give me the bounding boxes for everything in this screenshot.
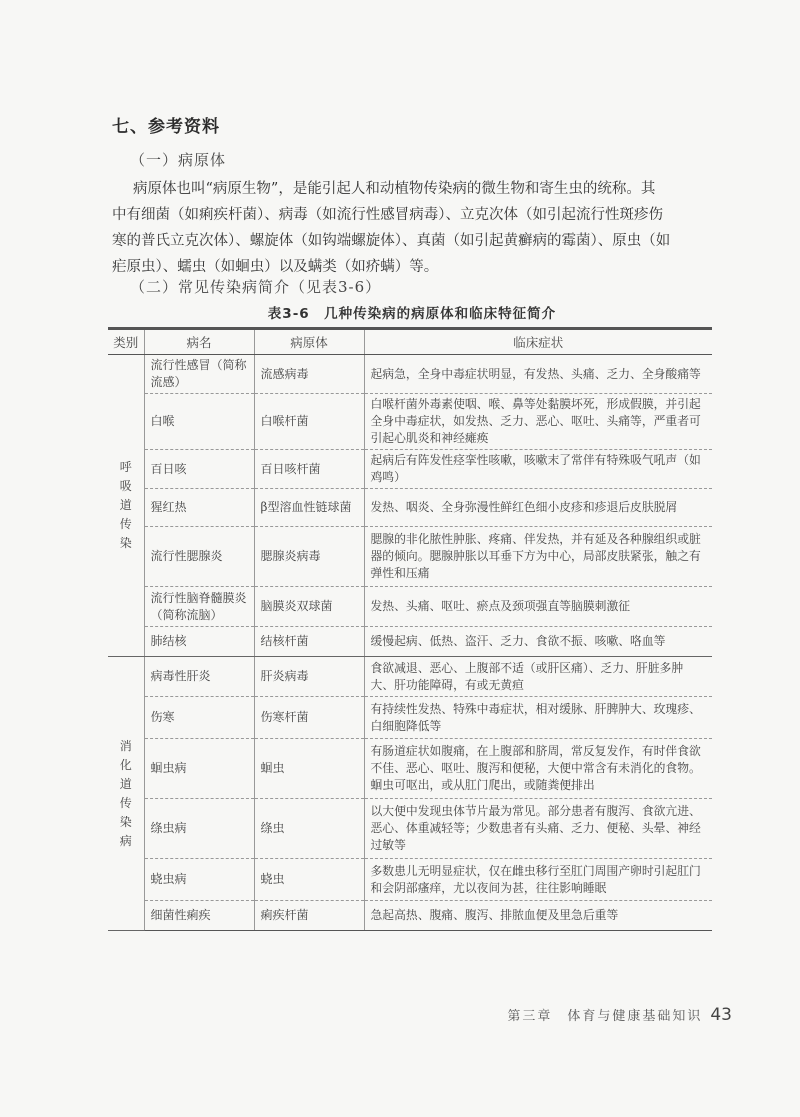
symptoms: 起病后有阵发性痉挛性咳嗽，咳嗽末了常伴有特殊吸气吼声（如鸡鸣） [364,450,712,489]
disease-name: 百日咳 [144,450,254,489]
header-symptoms: 临床症状 [364,329,712,355]
disease-table [108,327,712,931]
table-row [108,489,712,527]
paragraph-line: 中有细菌（如痢疾杆菌）、病毒（如流行性感冒病毒）、立克次体（如引起流行性斑疹伤 [112,207,663,223]
page-footer [470,1005,732,1025]
disease-name: 细菌性痢疾 [144,901,254,931]
symptoms: 有肠道症状如腹痛，在上腹部和脐周，常反复发作，有时伴食欲不佳、恶心、呕吐、腹泻和便秘，大便中常含有未消化的食物。蛔虫可呕出，或从肛门爬出，或随粪便排出 [364,739,712,799]
paragraph-line: 病原体也叫“病原生物”，是能引起人和动植物传染病的微生物和寄生虫的统称。其 [133,181,656,197]
pathogen: 肝炎病毒 [254,657,364,697]
symptoms: 白喉杆菌外毒素使咽、喉、鼻等处黏膜坏死，形成假膜，并引起全身中毒症状，如发热、乏力、恶心、呕吐、头痛等，严重者可引起心肌炎和神经瘫痪 [364,394,712,450]
chapter-title: 第三章 体育与健康基础知识 [507,1009,703,1024]
pathogen: 痢疾杆菌 [254,901,364,931]
subsection-title-pathogen: （一）病原体 [130,151,227,169]
table-row [108,657,712,697]
table-row [108,527,712,587]
symptoms: 腮腺的非化脓性肿胀、疼痛、伴发热，并有延及各种腺组织或脏器的倾向。腮腺肿胀以耳垂下方为中心，局部皮肤紧张，触之有弹性和压痛 [364,527,712,587]
symptoms: 起病急，全身中毒症状明显，有发热、头痛、乏力、全身酸痛等 [364,355,712,394]
header-category: 类别 [108,329,144,355]
pathogen: 脑膜炎双球菌 [254,587,364,627]
table-row [108,587,712,627]
header-disease-name: 病名 [144,329,254,355]
table-row [108,394,712,450]
symptoms: 食欲减退、恶心、上腹部不适（或肝区痛）、乏力、肝脏多肿大、肝功能障碍，有或无黄疸 [364,657,712,697]
disease-name: 流行性感冒（简称流感） [144,355,254,394]
symptoms: 缓慢起病、低热、盗汗、乏力、食欲不振、咳嗽、咯血等 [364,627,712,657]
symptoms: 急起高热、腹痛、腹泻、排脓血便及里急后重等 [364,901,712,931]
header-pathogen: 病原体 [254,329,364,355]
table-row [108,697,712,739]
table-row [108,739,712,799]
disease-name: 肺结核 [144,627,254,657]
disease-name: 流行性腮腺炎 [144,527,254,587]
subsection-title-diseases: （二）常见传染病简介（见表3-6） [130,278,382,296]
table-row [108,355,712,394]
symptoms: 发热、头痛、呕吐、瘀点及颈项强直等脑膜刺激征 [364,587,712,627]
paragraph-line: 疟原虫）、蠕虫（如蛔虫）以及螨类（如疥螨）等。 [112,259,439,275]
disease-name: 猩红热 [144,489,254,527]
pathogen: 白喉杆菌 [254,394,364,450]
table-row [108,859,712,901]
paragraph-line: 寒的普氏立克次体）、螺旋体（如钩端螺旋体）、真菌（如引起黄癣病的霉菌）、原虫（如 [112,233,671,249]
pathogen-paragraph [112,176,712,280]
symptoms: 以大便中发现虫体节片最为常见。部分患者有腹泻、食欲亢进、恶心、体重减轻等；少数患者有头痛、乏力、便秘、头晕、神经过敏等 [364,799,712,859]
table-row [108,627,712,657]
section-title: 七、参考资料 [112,117,220,137]
pathogen: 伤寒杆菌 [254,697,364,739]
disease-name: 流行性脑脊髓膜炎（简称流脑） [144,587,254,627]
pathogen: 蛔虫 [254,739,364,799]
pathogen: β型溶血性链球菌 [254,489,364,527]
pathogen: 结核杆菌 [254,627,364,657]
disease-name: 伤寒 [144,697,254,739]
disease-name: 病毒性肝炎 [144,657,254,697]
table-header-row [108,329,712,355]
symptoms: 发热、咽炎、全身弥漫性鲜红色细小皮疹和疹退后皮肤脱屑 [364,489,712,527]
page-number: 43 [710,1005,732,1025]
disease-name: 蛔虫病 [144,739,254,799]
pathogen: 腮腺炎病毒 [254,527,364,587]
table-row [108,901,712,931]
table-row [108,799,712,859]
symptoms: 多数患儿无明显症状，仅在雌虫移行至肛门周围产卵时引起肛门和会阴部瘙痒，尤以夜间为甚，往往影响睡眠 [364,859,712,901]
pathogen: 绦虫 [254,799,364,859]
disease-name: 绦虫病 [144,799,254,859]
category-respiratory: 呼吸道传染 [108,355,144,657]
disease-name: 蛲虫病 [144,859,254,901]
pathogen: 百日咳杆菌 [254,450,364,489]
table-caption: 表3-6 几种传染病的病原体和临床特征简介 [267,306,557,322]
pathogen: 流感病毒 [254,355,364,394]
table-row [108,450,712,489]
category-digestive: 消化道传染病 [108,657,144,931]
symptoms: 有持续性发热、特殊中毒症状，相对缓脉、肝脾肿大、玫瑰疹、白细胞降低等 [364,697,712,739]
pathogen: 蛲虫 [254,859,364,901]
disease-name: 白喉 [144,394,254,450]
